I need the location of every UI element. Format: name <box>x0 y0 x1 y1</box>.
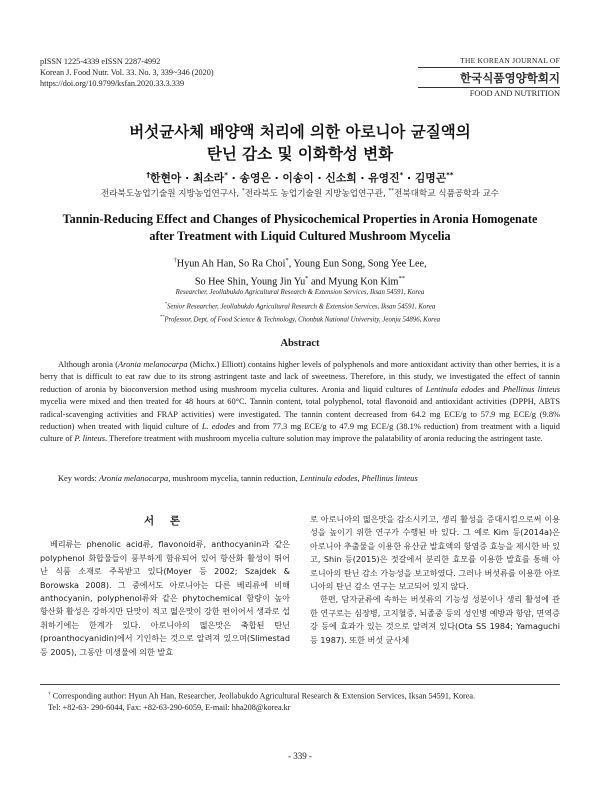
species-name: Lentinula edodes <box>425 384 485 394</box>
abstract-segment: and from 77.3 mg ECE/g to 47.9 mg ECE/g (38.1% reduction) from treatment with a liquid culture of <box>40 422 560 444</box>
abstract-segment: and <box>484 384 503 394</box>
korean-author-names: 한현아 · 최소라 <box>150 171 225 185</box>
affiliation-mark: * <box>241 188 245 195</box>
affiliation-mark: * <box>164 300 167 306</box>
korean-affiliation: 전라북도 농업기술원 지방농업연구관, <box>244 189 389 199</box>
keyword: Aronia melanocarpa <box>98 474 169 483</box>
affiliation-text: Professor, Dept. of Food Science & Technology, Chonbuk National University, Jeonju 54896, Korea <box>164 316 441 324</box>
affiliation-senior <box>40 299 560 313</box>
affiliation-researcher: Researcher, Jeollabukdo Agricultural Research & Extension Services, Iksan 54591, Korea <box>175 289 425 296</box>
korean-authors <box>40 170 560 186</box>
corresponding-mark: † <box>146 170 151 179</box>
citation: Korean J. Food Nutr. Vol. 33. No. 3, 339~346 (2020) <box>40 68 214 77</box>
affiliation-mark: * <box>305 275 309 283</box>
abstract-segment: Although aronia ( <box>58 360 119 369</box>
english-author-names: , Young Eun Song, Song Yee Lee, <box>288 258 427 270</box>
doi-link[interactable]: https://doi.org/10.9799/ksfan.2020.33.3.339 <box>40 79 185 88</box>
footnote-text: Corresponding author: Hyun Ah Han, Researcher, Jeollabukdo Agricultural Research & Extension Services, Iksan 54591, Korea. <box>50 691 476 701</box>
keyword: Phellinus linteus <box>361 474 418 483</box>
body-paragraph: 로 아로니아의 떫은맛을 감소시키고, 생리 활성을 증대시킴으로써 이용성을 높이기 위한 연구가 수행된 바 있다. 그 예로 Kim 등(2014a)은 아로니아 추출물을 이용한 유산균 발효액의 항염증 효능을 제시한 바 있고, Shin 등(2015)은 젓갈에서 분리한 효모를 이용한 발효를 통해 아로니아의 탄닌 감소 가능성을 보고하였다. 그러나 버섯류를 이용한 아로니아의 탄닌 감소 연구는 보고되어 있지 않다. <box>310 514 560 592</box>
body-column-left <box>40 513 290 659</box>
korean-affiliations <box>40 187 560 199</box>
keywords-label: Key words: <box>58 474 99 483</box>
english-authors <box>40 253 560 290</box>
affiliation-professor <box>40 312 560 326</box>
korean-affiliation: 전라북도농업기술원 지방농업연구사, <box>100 189 242 199</box>
affiliation-mark: ** <box>398 275 406 283</box>
affiliation-mark: ** <box>446 170 454 179</box>
corresponding-mark: † <box>48 691 51 697</box>
page-number: - 339 - <box>288 751 312 761</box>
journal-name-korean: 한국식품영양학회지 <box>460 71 560 85</box>
keywords <box>58 473 560 485</box>
journal-name-bottom: FOOD AND NUTRITION <box>418 87 560 98</box>
korean-title <box>40 121 560 165</box>
body-paragraph: 베리류는 phenolic acid류, flavonoid류, anthocyanin과 같은 polyphenol 화합물들이 풍부하게 함유되어 있어 항산화 활성이 뛰어난 식품 소재로 주목받고 있다(Moyer 등 2002; Szajdek & Borowska 2008). 그 중에서도 아로니아는 다른 베리류에 비해 anthocyanin, polyphenol류와 같은 phytochemical 함량이 높아 항산화 활성은 강하지만 단맛이 적고 떫은맛이 강한 편이어서 생과로 섭취하기에는 한계가 있다. 아로니아의 떫은맛은 축합된 탄닌(proanthocyanidin)에서 기인하는 것으로 알려져 있으며(Slimestad 등 2005), 그동안 미생물에 의한 발효 <box>40 539 290 657</box>
corresponding-mark: † <box>173 257 177 264</box>
keyword: , mushroom mycelia, tannin reduction, <box>168 474 300 483</box>
species-name: Phellinus linteus <box>502 384 560 394</box>
english-author-names: Hyun Ah Han, So Ra Choi <box>176 258 286 270</box>
english-title-line1: Tannin-Reducing Effect and Changes of Physicochemical Properties in Aronia Homogenate <box>62 212 538 226</box>
body-paragraph: 한편, 담자균류에 속하는 버섯류의 기능성 성분이나 생리 활성에 관한 연구로는 심장병, 고지혈증, 뇌졸중 등의 성인병 예방과 항암, 면역증강 등에 효과가 있는 것으로 알려져 있다(Ota SS 1984; Yamaguchi 등 1987). 또한 버섯 균사체 <box>310 594 560 645</box>
affiliation-mark: ** <box>388 188 395 195</box>
english-author-names: So Hee Shin, Young Jin Yu <box>194 276 306 288</box>
section-heading-introduction: 서 론 <box>144 515 186 527</box>
footnote-line2: Tel: +82-63- 290-6044, Fax: +82-63-290-6059, E-mail: hha208@korea.kr <box>48 703 291 713</box>
abstract-segment: (Michx.) Elliott) contains higher levels of polyphenols and more antioxidant activity than other berries, it is a berry that is difficult to eat raw due to its strong astringent taste and lack of sweetness. Therefore, in this study, we investigated the effect of tannin reduction of aronia by bioconversion method using mushroom mycelia cultures. Aronia and liquid cultures of <box>40 360 560 394</box>
abstract-text <box>40 359 560 446</box>
korean-title-line2: 탄닌 감소 및 이화학성 변화 <box>206 145 394 163</box>
affiliation-mark: ** <box>159 314 165 320</box>
journal-logo <box>418 56 560 98</box>
affiliation-text: Senior Researcher, Jeollabukdo Agricultural Research & Extension Services, Iksan 54591, Korea <box>166 302 436 310</box>
korean-title-line1: 버섯균사체 배양액 처리에 의한 아로니아 균질액의 <box>129 123 471 141</box>
keyword-separator: , <box>357 474 362 483</box>
english-authors-line1 <box>40 253 560 271</box>
publication-meta <box>40 56 214 89</box>
species-name: P. linteus <box>74 434 105 444</box>
english-title <box>40 211 560 245</box>
affiliation-mark: * <box>399 170 404 179</box>
issn: pISSN 1225-4339 eISSN 2287-4992 <box>40 57 161 66</box>
abstract-segment: mycelia were mixed and then treated for 48 hours at 60°C. Tannin content, total polyphenol, total flavonoid and antioxidant activities (DPPH, ABTS radical-scavenging activities and FRAP activities) were investigated. The tannin content decreased from 64.2 mg ECE/g to 57.9 mg ECE/g (9.8% reduction) when treated with liquid culture of <box>40 397 560 432</box>
species-name: Aronia melanocarpa <box>118 360 188 369</box>
affiliation-mark: * <box>285 257 289 264</box>
body-column-right <box>310 513 560 647</box>
journal-name-top: THE KOREAN JOURNAL OF <box>418 56 560 68</box>
species-name: L. edodes <box>201 422 235 432</box>
english-author-names: and Myung Kon Kim <box>308 276 399 288</box>
footnote-divider <box>40 684 560 685</box>
english-title-line2: after Treatment with Liquid Cultured Mushroom Mycelia <box>149 229 451 243</box>
korean-affiliation: 전북대학교 식품공학과 교수 <box>394 189 500 199</box>
footnote-line1 <box>48 689 560 702</box>
abstract-segment: . Therefore treatment with mushroom mycelia culture solution may improve the palatability of aronia reducing the astringent taste. <box>104 434 543 444</box>
english-affiliations <box>40 288 560 326</box>
affiliation-mark: * <box>224 170 228 179</box>
korean-author-names: · 송영은 · 이송이 · 신소희 · 유영진 <box>227 171 400 185</box>
abstract-heading: Abstract <box>280 338 320 349</box>
korean-author-names: · 김명곤 <box>403 171 447 185</box>
keyword: Lentinula edodes <box>299 474 358 483</box>
corresponding-footnote <box>48 689 560 714</box>
